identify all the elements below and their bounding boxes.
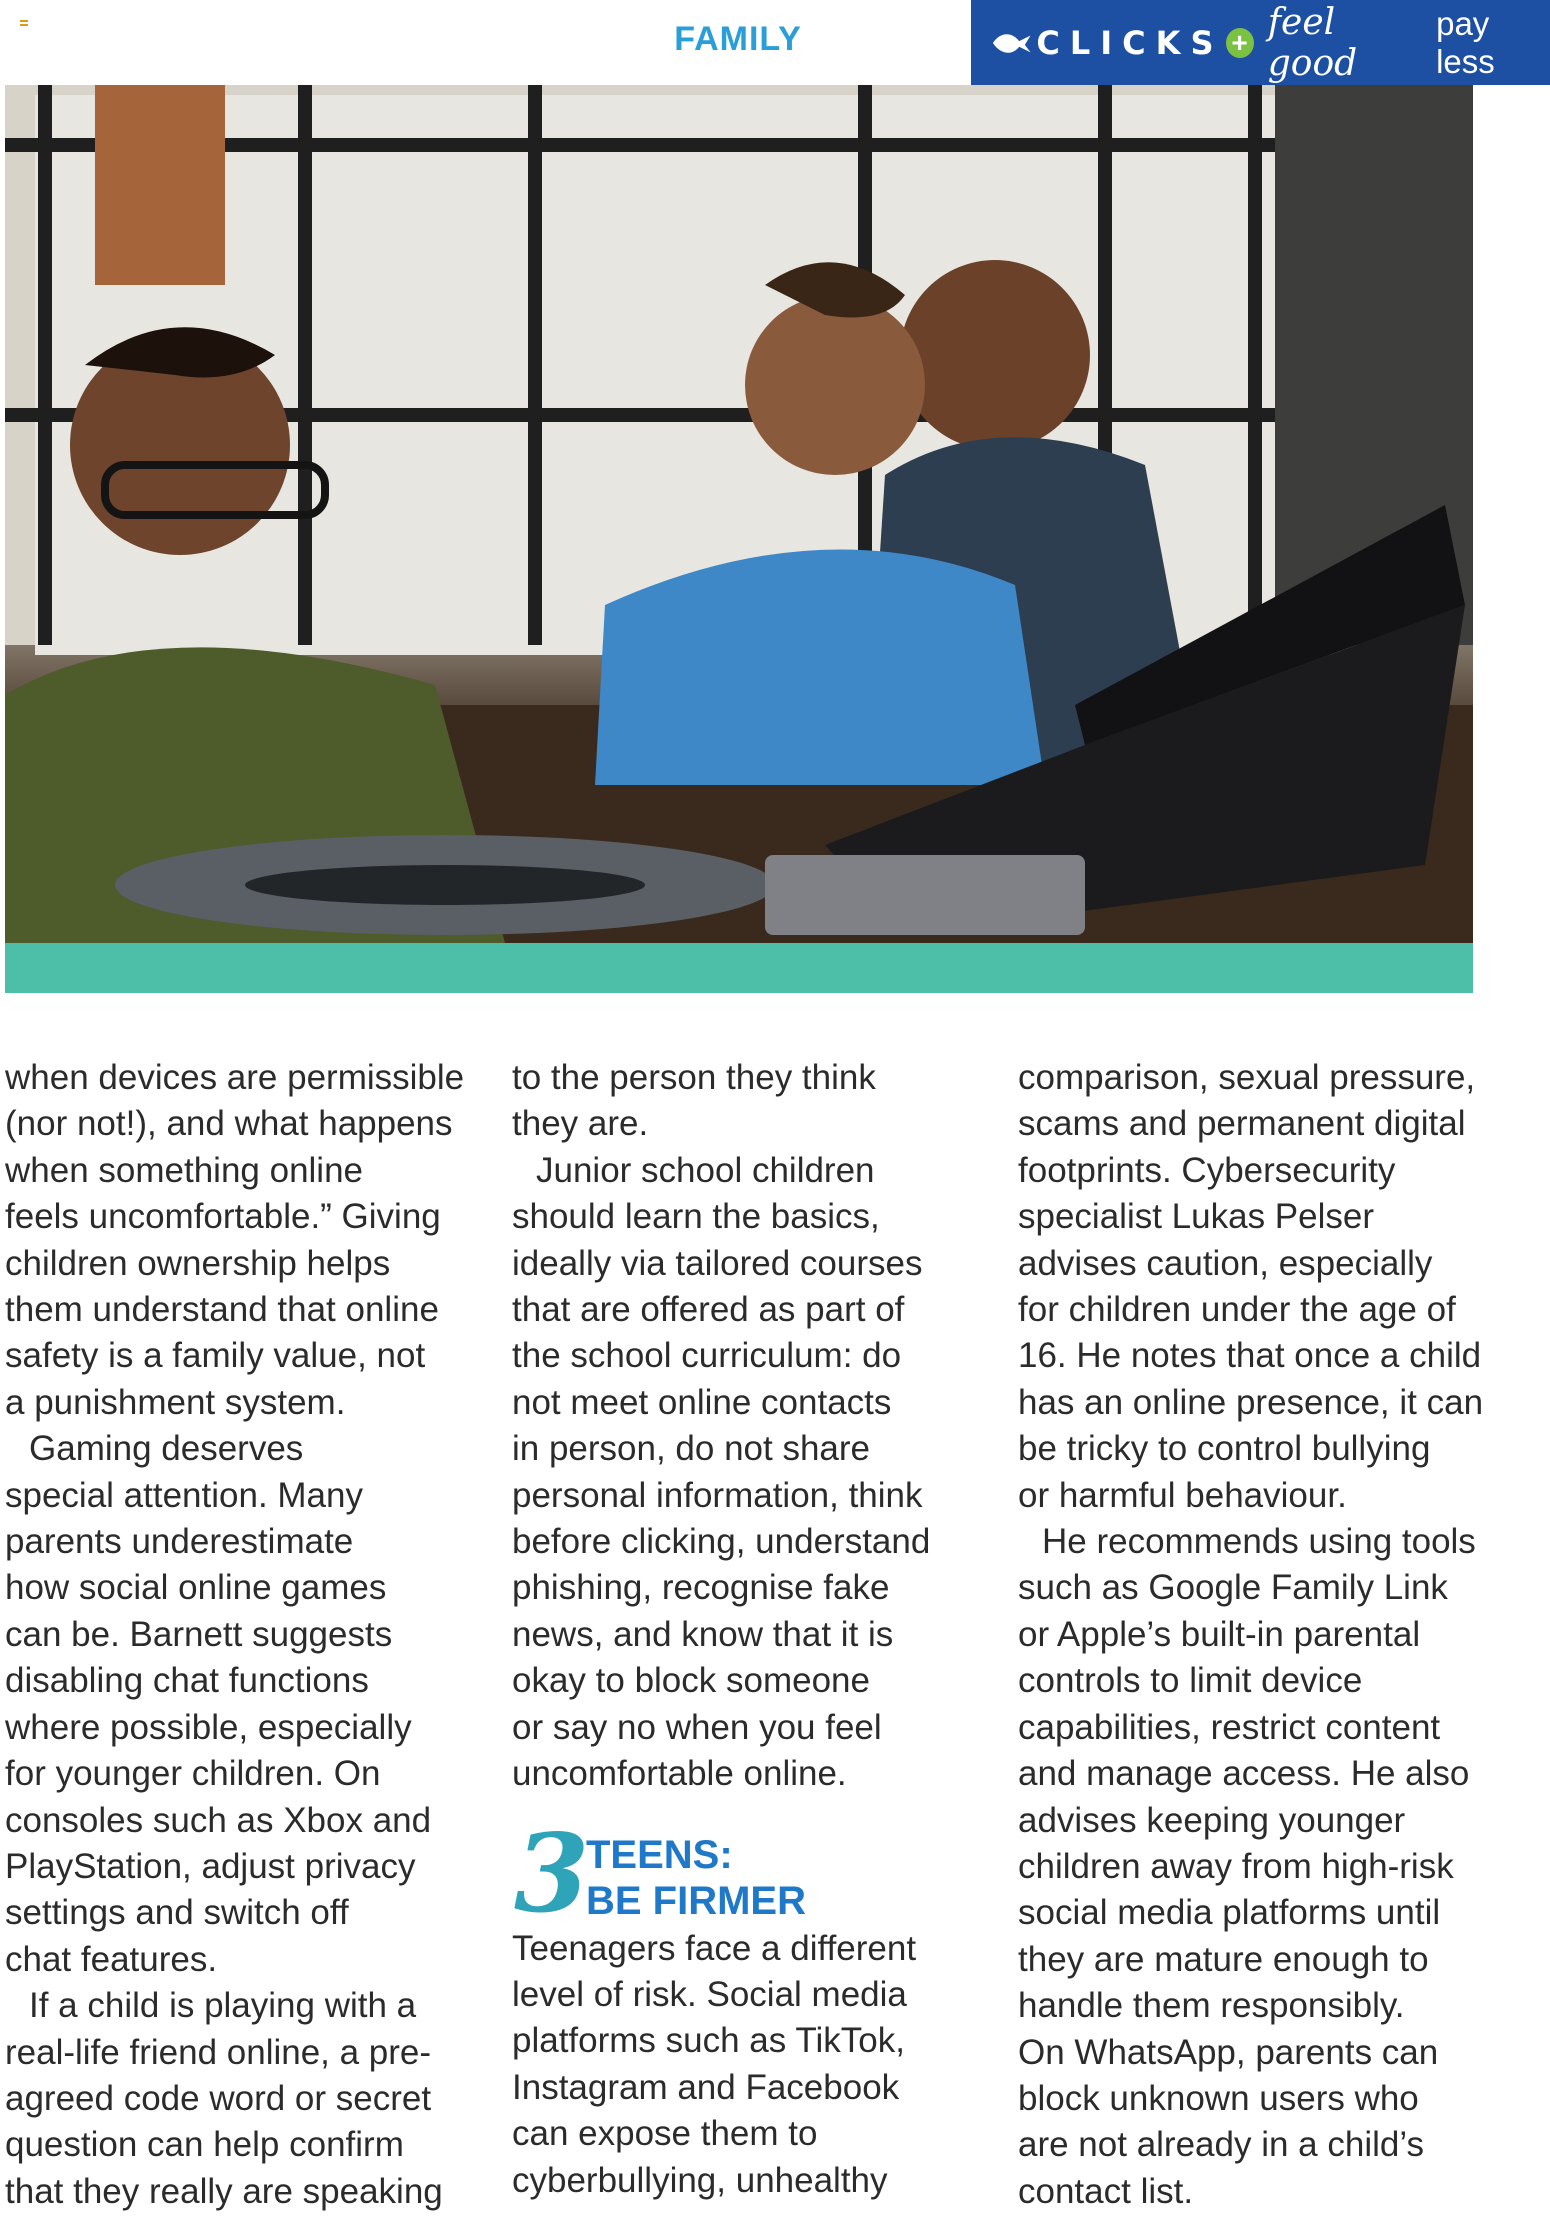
text-line: Gaming deserves [29,1429,304,1469]
text-line: social media platforms until [1018,1893,1441,1933]
brand-tagline: pay less [1436,4,1495,80]
text-line: uncomfortable online. [512,1754,847,1794]
text-line: PlayStation, adjust privacy [5,1846,416,1886]
text-line: phishing, recognise fake [512,1568,890,1608]
text-line: scams and permanent digital [1018,1104,1466,1144]
text-line: how social online games [5,1568,387,1608]
section-label: FAMILY [674,20,802,58]
text-line: specialist Lukas Pelser [1018,1197,1374,1237]
brand-name: CLICKS [1036,23,1224,62]
text-line: news, and know that it is [512,1614,894,1654]
text-line: such as Google Family Link [1018,1568,1448,1608]
text-line: are not already in a child’s [1018,2125,1424,2165]
text-line: where possible, especially [5,1707,412,1747]
text-line: disabling chat functions [5,1661,369,1701]
article-column-2 [512,1055,982,2204]
text-line: On WhatsApp, parents can [1018,2032,1439,2072]
text-line: before clicking, understand [512,1522,931,1562]
text-line: they are mature enough to [1018,1939,1429,1979]
text-line: children ownership helps [5,1243,391,1283]
text-line: block unknown users who [1018,2078,1419,2118]
text-line: or say no when you feel [512,1707,882,1747]
text-line: advises keeping younger [1018,1800,1406,1840]
text-line: they are. [512,1104,649,1144]
text-line: contact list. [1018,2171,1194,2211]
text-line: chat features. [5,1939,218,1979]
text-line: for younger children. On [5,1754,381,1794]
text-line: feels uncomfortable.” Giving [5,1197,441,1237]
text-line: can be. Barnett suggests [5,1614,393,1654]
text-line: children away from high-risk [1018,1846,1454,1886]
text-line: to the person they think [512,1058,876,1097]
text-line: ideally via tailored courses [512,1243,923,1283]
text-line: level of risk. Social media [512,1974,907,2014]
text-line: or harmful behaviour. [1018,1475,1347,1515]
text-line: He recommends using tools [1042,1522,1476,1562]
text-line: question can help confirm [5,2125,404,2165]
section-heading-line-1: TEENS: [586,1832,733,1877]
photo-illustration [5,85,1473,943]
menu-icon[interactable] [20,20,28,28]
text-line: Instagram and Facebook [512,2067,900,2107]
section-heading-teens [512,1810,982,1937]
brand-tagline-script: feel good [1267,1,1358,84]
text-line: footprints. Cybersecurity [1018,1150,1396,1190]
text-line: for children under the age of [1018,1290,1456,1330]
photo-accent-band [5,943,1473,993]
text-line: personal information, think [512,1475,923,1515]
text-line: has an online presence, it can [1018,1382,1484,1422]
text-line: If a child is playing with a [29,1986,417,2026]
text-line: advises caution, especially [1018,1243,1433,1283]
text-line: controls to limit device [1018,1661,1363,1701]
clicks-logo-icon [991,25,1032,61]
brand-banner [971,0,1550,85]
section-heading-line-2: BE FIRMER [586,1878,806,1923]
family-laptop-photo [5,85,1473,943]
text-line: agreed code word or secret [5,2078,432,2118]
section-number: 3 [514,1810,590,1937]
text-line: that are offered as part of [512,1290,905,1330]
text-line: Teenagers face a different [512,1928,917,1968]
article-column-3 [1018,1055,1488,2215]
text-line: in person, do not share [512,1429,871,1469]
article-column-1 [5,1055,475,2215]
text-line: consoles such as Xbox and [5,1800,432,1840]
text-line: that they really are speaking [5,2171,443,2211]
text-line: when devices are permissible [5,1058,465,1097]
text-line: and manage access. He also [1018,1754,1470,1794]
text-line: 16. He notes that once a child [1018,1336,1482,1376]
text-line: platforms such as TikTok, [512,2021,905,2061]
text-line: should learn the basics, [512,1197,880,1237]
text-line: be tricky to control bullying [1018,1429,1431,1469]
text-line: not meet online contacts [512,1382,892,1422]
text-line: settings and switch off [5,1893,349,1933]
text-line: parents underestimate [5,1522,354,1562]
text-line: Junior school children [536,1150,875,1190]
text-line: cyberbullying, unhealthy [512,2160,888,2200]
text-line: can expose them to [512,2114,818,2154]
text-line: when something online [5,1150,364,1190]
text-line: safety is a family value, not [5,1336,426,1376]
text-line: them understand that online [5,1290,439,1330]
text-line: or Apple’s built-in parental [1018,1614,1421,1654]
brand-cross-icon: + [1226,28,1254,58]
text-line: okay to block someone [512,1661,870,1701]
text-line: real-life friend online, a pre- [5,2032,432,2072]
text-line: handle them responsibly. [1018,1986,1405,2026]
text-line: special attention. Many [5,1475,363,1515]
text-line: the school curriculum: do [512,1336,902,1376]
text-line: capabilities, restrict content [1018,1707,1441,1747]
text-line: (nor not!), and what happens [5,1104,453,1144]
text-line: comparison, sexual pressure, [1018,1058,1476,1097]
text-line: a punishment system. [5,1382,346,1422]
